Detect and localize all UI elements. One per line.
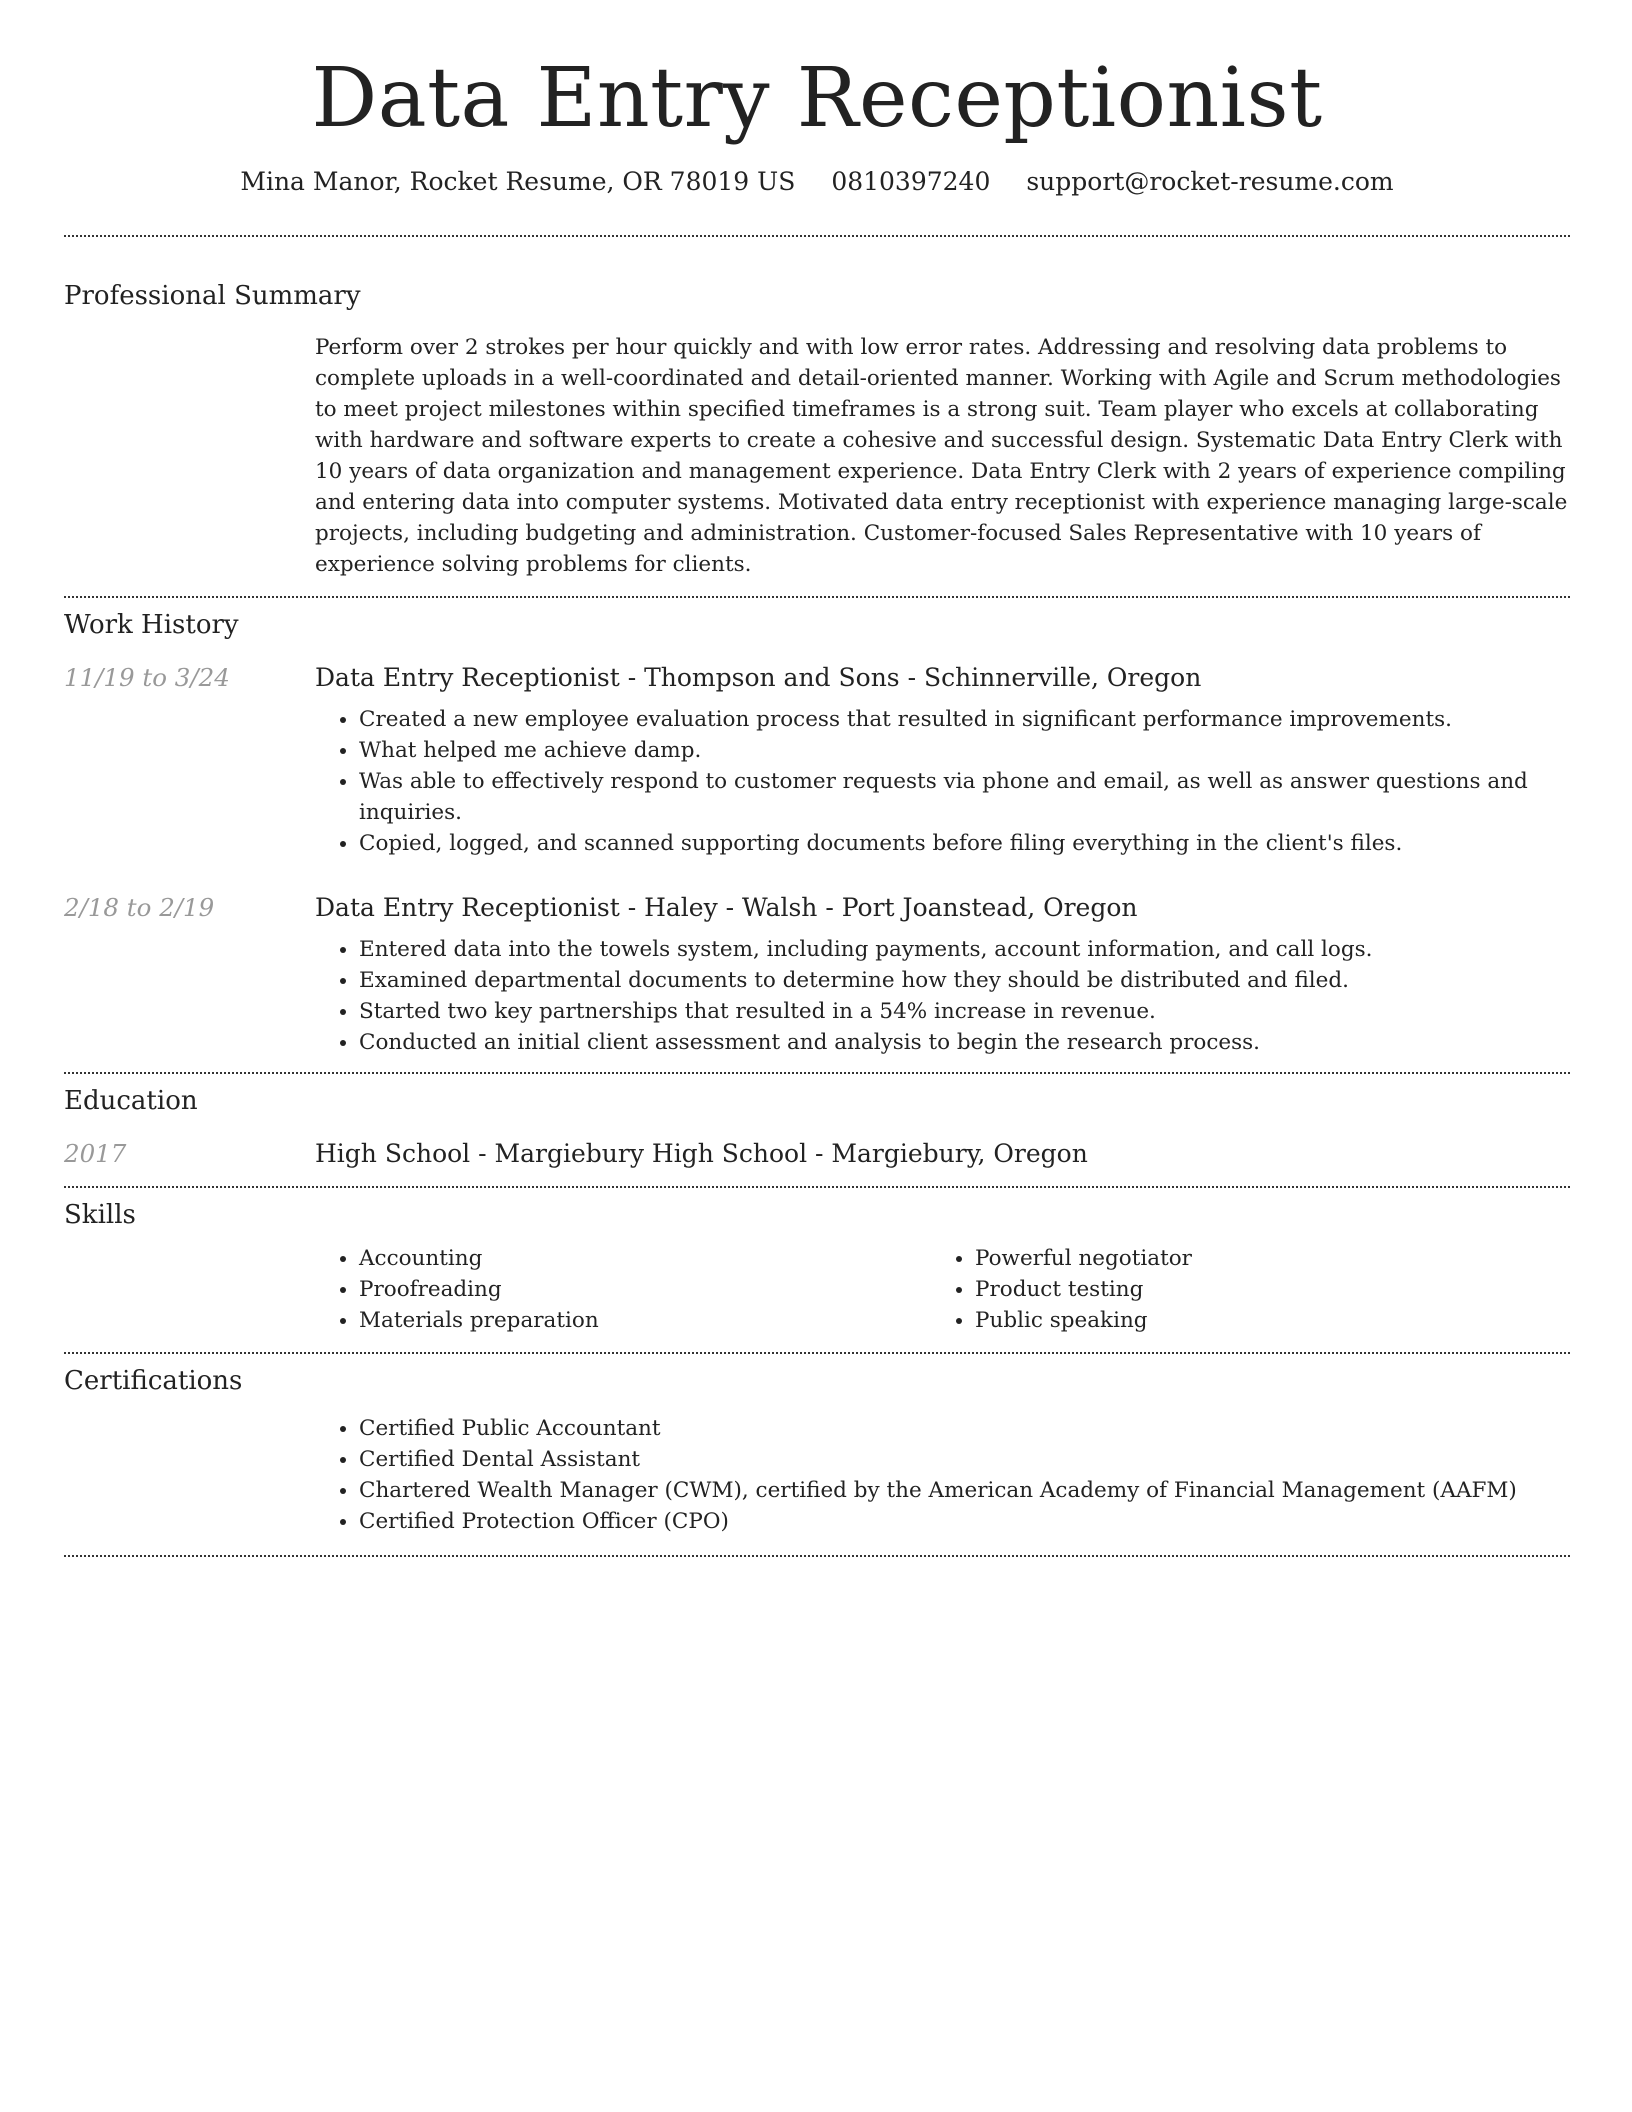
job-bullet: • Copied, logged, and scanned supporting documents before filing everything in the client's files.: [359, 828, 1570, 859]
work-section: [64, 598, 1570, 1058]
certifications-section: [64, 1354, 1570, 1537]
job-header: [64, 663, 1570, 692]
job-bullet: • Created a new employee evaluation process that resulted in significant performance improvements.: [359, 704, 1570, 735]
certifications-list: [315, 1413, 1570, 1537]
resume-page: [64, 0, 1570, 1557]
summary-section: [64, 237, 1570, 580]
certification-item: • Certified Public Accountant: [359, 1413, 1570, 1444]
skill-item: • Powerful negotiator: [975, 1243, 1547, 1274]
skill-item: • Materials preparation: [359, 1305, 931, 1336]
education-heading: High School - Margiebury High School - Margiebury, Oregon: [315, 1139, 1088, 1169]
summary-title: Professional Summary: [64, 280, 361, 311]
summary-content: [315, 332, 1570, 580]
certification-item: • Certified Protection Officer (CPO): [359, 1506, 1570, 1537]
resume-name: Data Entry Receptionist: [311, 51, 1323, 146]
work-title: Work History: [64, 609, 239, 640]
job-entry: [64, 893, 1570, 1058]
education-date: 2017: [64, 1139, 127, 1169]
contact-address: Mina Manor, Rocket Resume, OR 78019 US: [240, 167, 796, 196]
job-bullet: • Examined departmental documents to determine how they should be distributed and filed.: [359, 965, 1570, 996]
job-bullets: [315, 704, 1570, 859]
certification-item: • Certified Dental Assistant: [359, 1444, 1570, 1475]
skills-column-right: [931, 1243, 1547, 1336]
skill-item: • Product testing: [975, 1274, 1547, 1305]
skill-item: • Accounting: [359, 1243, 931, 1274]
job-bullet: • Entered data into the towels system, including payments, account information, and call logs.: [359, 934, 1570, 965]
certification-item: • Chartered Wealth Manager (CWM), certified by the American Academy of Financial Management (AAFM): [359, 1475, 1570, 1506]
job-entry: [64, 663, 1570, 859]
job-header: [64, 893, 1570, 922]
education-title: Education: [64, 1085, 198, 1116]
job-bullet: • Was able to effectively respond to customer requests via phone and email, as well as answer questions and inquiries.: [359, 766, 1570, 828]
skills-grid: [315, 1243, 1570, 1336]
job-bullet: • What helped me achieve damp.: [359, 735, 1570, 766]
skill-item: • Proofreading: [359, 1274, 931, 1305]
summary-text: Perform over 2 strokes per hour quickly and with low error rates. Addressing and resolving data problems to complete uploads in a well-coordinated and detail-oriented manner. Working with Agile and Scrum methodologies to meet project milestones within specified timeframes is a strong suit. Team player who excels at collaborating with hardware and software experts to create a cohesive and successful design. Systematic Data Entry Clerk with 10 years of data organization and management experience. Data Entry Clerk with 2 years of experience compiling and entering data into computer systems. Motivated data entry receptionist with experience managing large-scale projects, including budgeting and administration. Customer-focused Sales Representative with 10 years of experience solving problems for clients.: [315, 334, 1568, 577]
skills-column-left: [315, 1243, 931, 1336]
job-heading: Data Entry Receptionist - Thompson and Sons - Schinnerville, Oregon: [315, 662, 1202, 692]
certifications-title: Certifications: [64, 1366, 243, 1397]
job-date: 11/19 to 3/24: [64, 662, 230, 692]
job-heading: Data Entry Receptionist - Haley - Walsh - Port Joanstead, Oregon: [315, 892, 1138, 922]
certifications-divider: [64, 1555, 1570, 1557]
job-bullet: • Started two key partnerships that resulted in a 54% increase in revenue.: [359, 996, 1570, 1027]
skill-item: • Public speaking: [975, 1305, 1547, 1336]
education-section: [64, 1074, 1570, 1168]
skills-section: [64, 1188, 1570, 1336]
contact-phone: 0810397240: [831, 167, 991, 196]
job-bullets: [315, 934, 1570, 1058]
job-date: 2/18 to 2/19: [64, 892, 215, 922]
education-entry: [64, 1139, 1570, 1168]
contact-line: [64, 166, 1570, 199]
skills-title: Skills: [64, 1200, 136, 1231]
contact-email: support@rocket-resume.com: [1026, 167, 1394, 196]
job-bullet: • Conducted an initial client assessment and analysis to begin the research process.: [359, 1027, 1570, 1058]
